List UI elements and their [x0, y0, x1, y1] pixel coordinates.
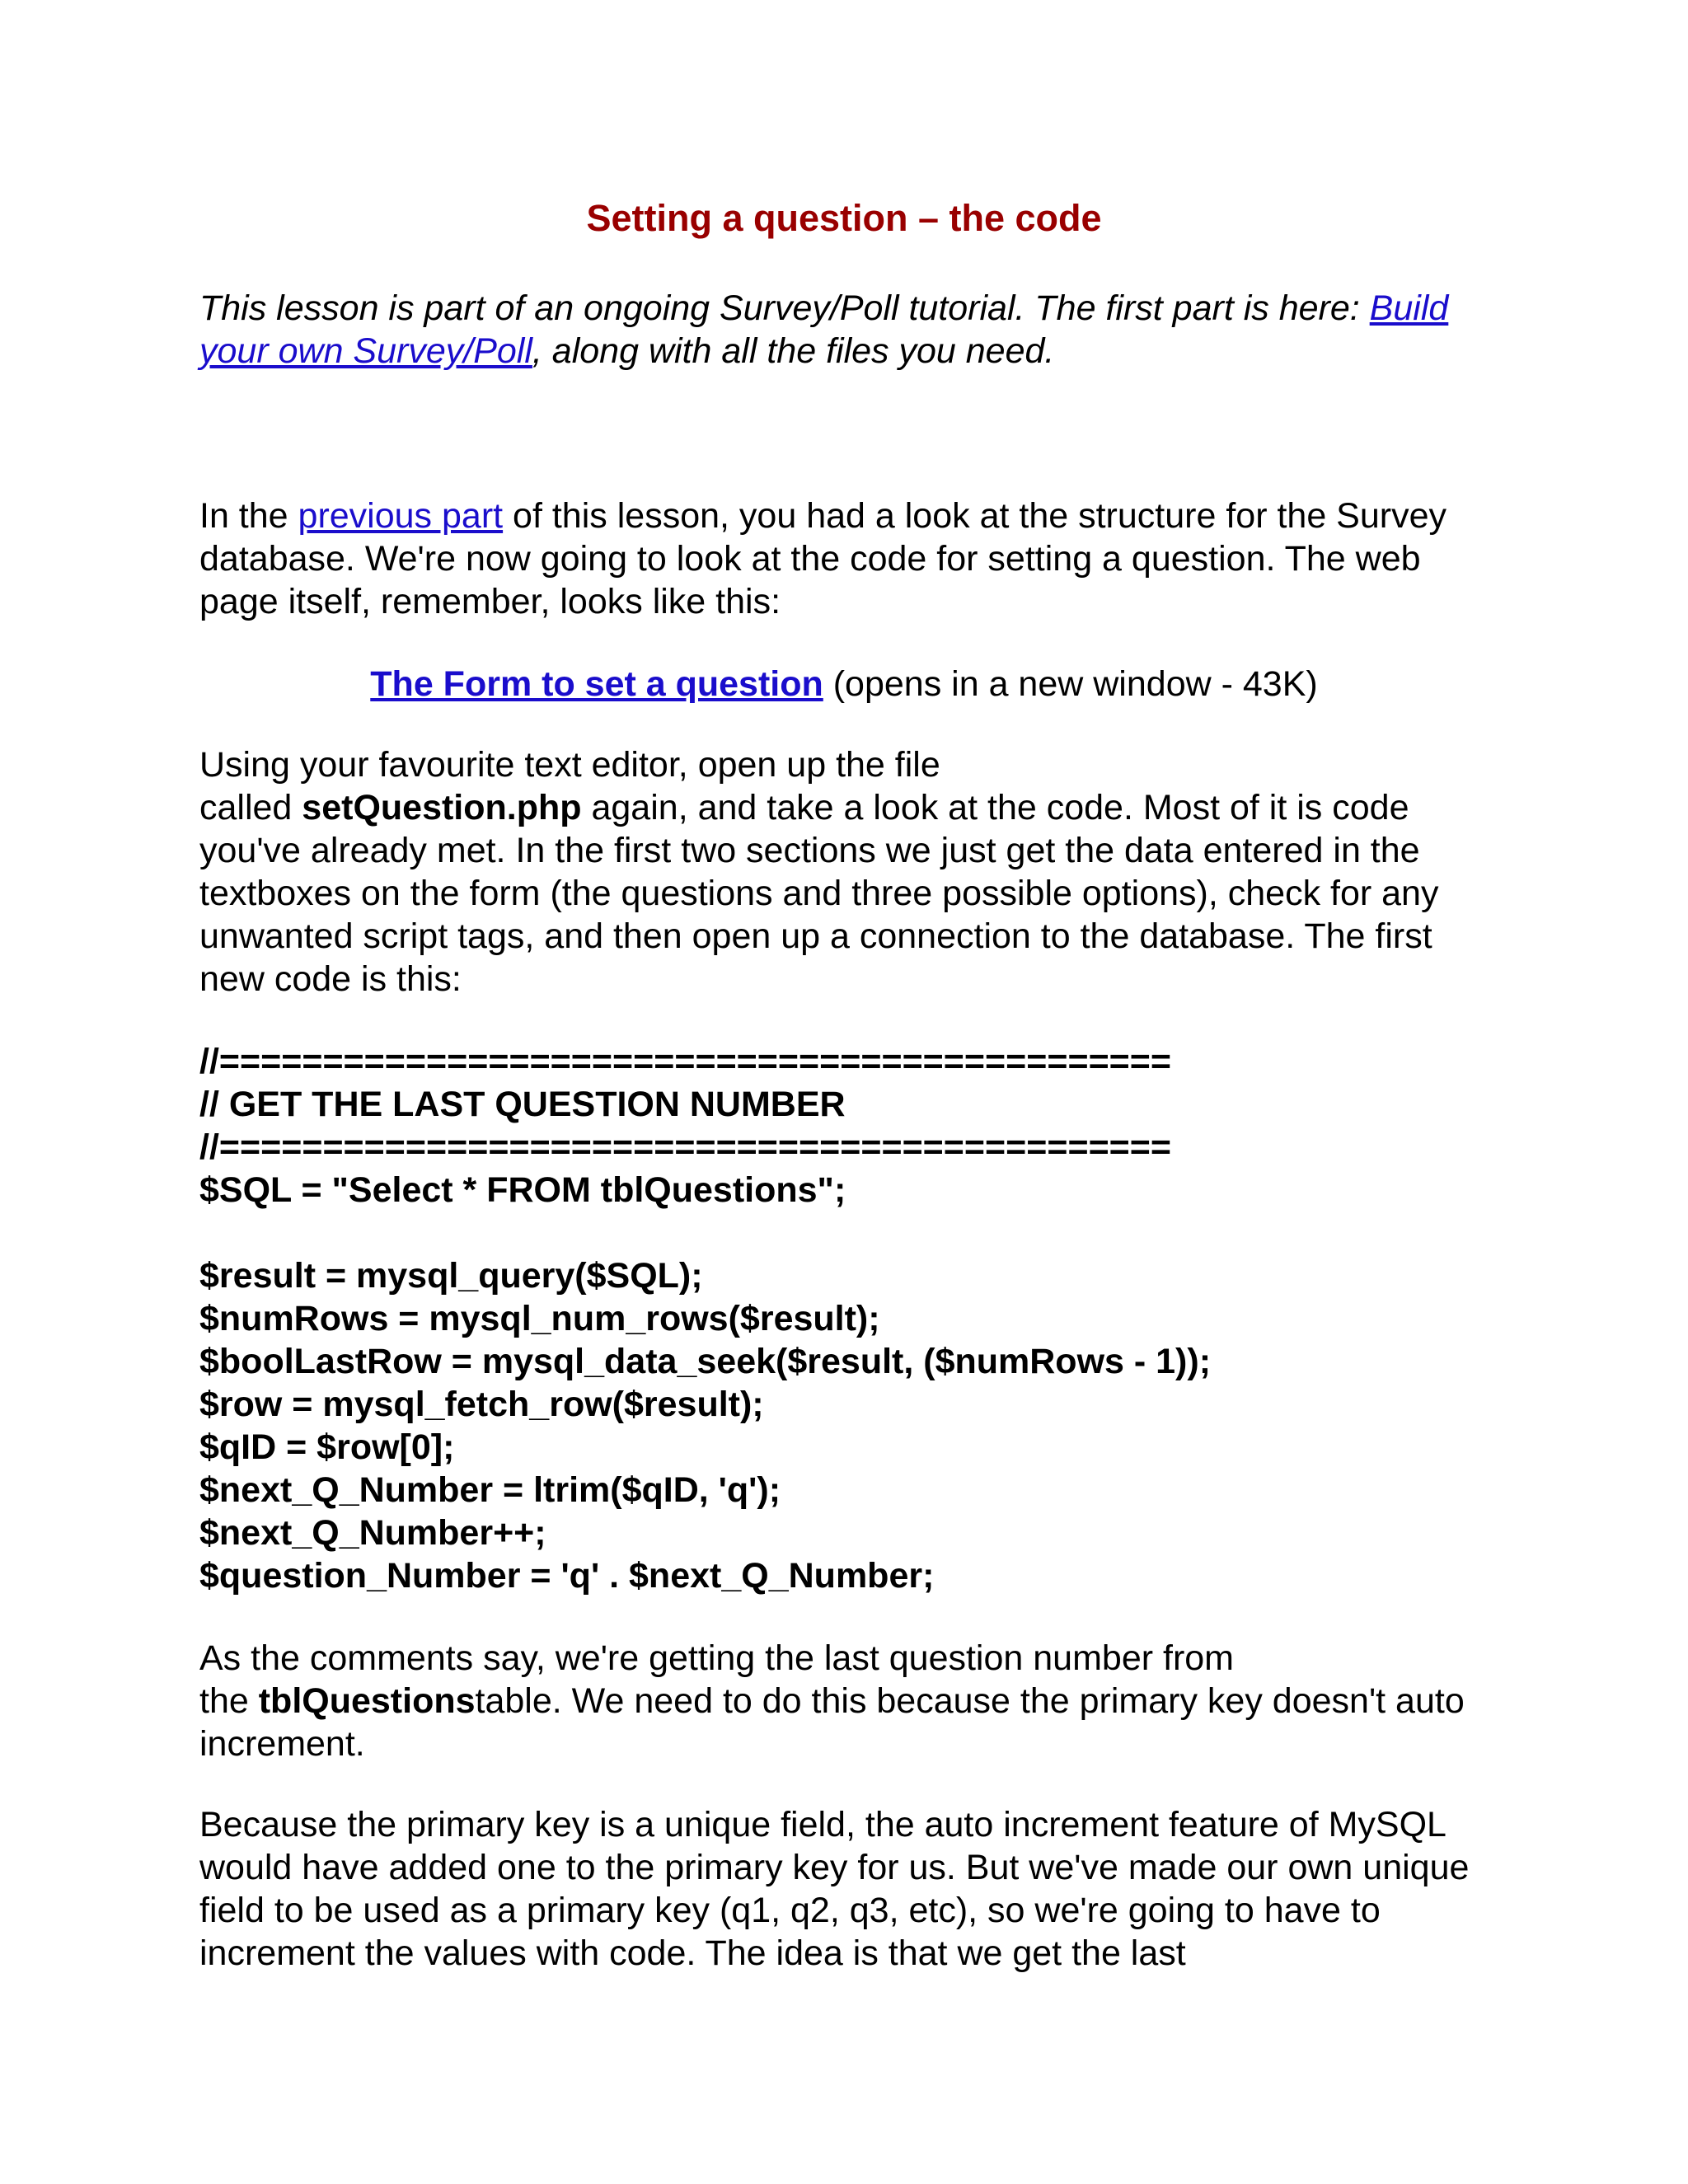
para3-text-before: the [199, 1681, 259, 1721]
form-link-note: (opens in a new window - 43K) [823, 664, 1318, 704]
para3-text-after: table. We need to do this because the primary key doesn't auto increment. [199, 1681, 1465, 1764]
para3-line1: As the comments say, we're getting the last question number from [199, 1638, 1234, 1678]
form-link[interactable]: The Form to set a question [370, 664, 823, 704]
filename: setQuestion.php [302, 788, 582, 827]
paragraph-previous-part [199, 494, 1502, 623]
code-line-blank [199, 1212, 1502, 1254]
intro-paragraph [199, 287, 1502, 373]
code-block [199, 1040, 1502, 1597]
survey-poll-link[interactable]: Build your own Survey/Poll [199, 288, 1449, 371]
intro-text-after: , along with all the files you need. [532, 331, 1055, 371]
page-title: Setting a question – the code [586, 197, 1102, 239]
code-line: // GET THE LAST QUESTION NUMBER [199, 1085, 846, 1124]
para2-text-before: called [199, 788, 302, 827]
intro-text-before: This lesson is part of an ongoing Survey/Poll tutorial. The first part is here: [199, 288, 1370, 328]
code-line: $row = mysql_fetch_row($result); [199, 1385, 764, 1424]
code-line: $next_Q_Number++; [199, 1513, 546, 1553]
code-line: //============================================== [199, 1127, 1172, 1167]
code-line: $SQL = "Select * FROM tblQuestions"; [199, 1170, 846, 1210]
para1-text-before: In the [199, 496, 298, 536]
form-link-line [0, 663, 1688, 705]
code-line: $numRows = mysql_num_rows($result); [199, 1299, 880, 1338]
code-line: //============================================== [199, 1042, 1172, 1081]
paragraph-primary-key: Because the primary key is a unique field, the auto increment feature of MySQL would have added one to the primary key for us. But we've made our own unique field to be used as a primary key (q1, q2, q3, etc), so we're going to have to increment the values with code. The idea is that we get the last [199, 1805, 1470, 1973]
code-line: $qID = $row[0]; [199, 1427, 455, 1467]
para1-text-after: of this lesson, you had a look at the structure for the Survey database. We're now going to look at the code for setting a question. The web page itself, remember, looks like this: [199, 496, 1447, 621]
paragraph-set-question-file [199, 743, 1502, 1001]
code-line: $result = mysql_query($SQL); [199, 1256, 703, 1296]
previous-part-link[interactable]: previous part [298, 496, 504, 536]
para2-text-after: again, and take a look at the code. Most of it is code you've already met. In the first two sections we just get the data entered in the textboxes on the form (the questions and three possible options), check for any unwanted script tags, and then open up a connection to the database. The first new code is this: [199, 788, 1439, 999]
paragraph-comments [199, 1637, 1502, 1765]
table-name: tblQuestions [258, 1681, 476, 1721]
code-line: $boolLastRow = mysql_data_seek($result, ($numRows - 1)); [199, 1342, 1212, 1381]
code-line: $next_Q_Number = ltrim($qID, 'q'); [199, 1470, 781, 1510]
code-line: $question_Number = 'q' . $next_Q_Number; [199, 1556, 935, 1596]
para2-line1: Using your favourite text editor, open up the file [199, 745, 940, 785]
